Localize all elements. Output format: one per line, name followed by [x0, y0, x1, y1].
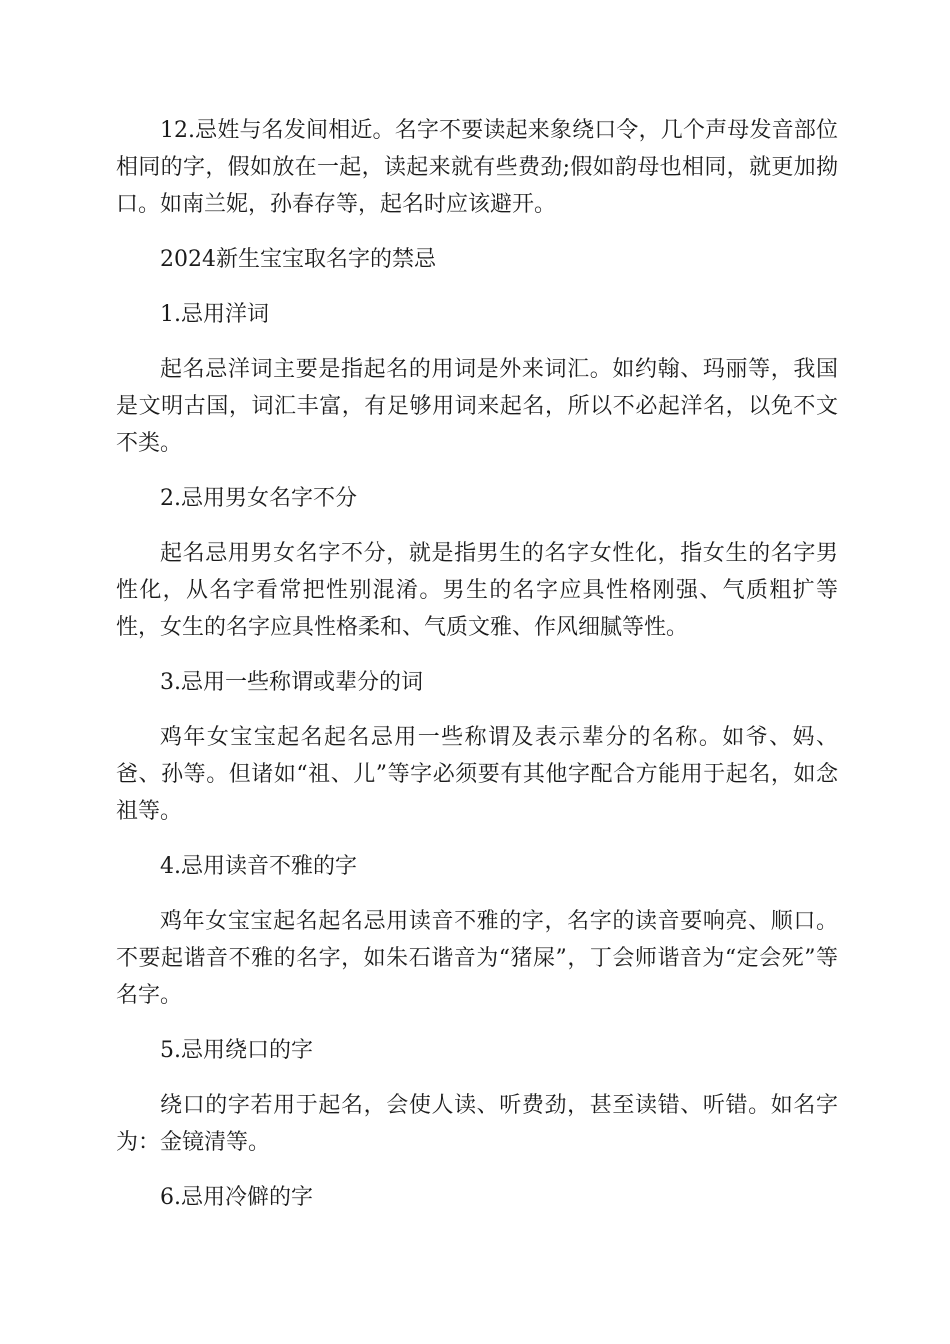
item-body-5: 绕口的字若用于起名，会使人读、听费劲，甚至读错、听错。如名字为：金镜清等。: [116, 1093, 838, 1155]
item-heading-1: 1.忌用洋词: [160, 302, 269, 327]
item-body-3: 鸡年女宝宝起名起名忌用一些称谓及表示辈分的名称。如爷、妈、爸、孙等。但诸如“祖、儿”等字必须要有其他字配合方能用于起名，如念祖等。: [116, 725, 838, 824]
item-heading-6: 6.忌用冷僻的字: [160, 1185, 313, 1210]
item-heading-2: 2.忌用男女名字不分: [160, 486, 357, 511]
section-heading: 2024新生宝宝取名字的禁忌: [160, 247, 436, 272]
item-heading-5: 5.忌用绕口的字: [160, 1038, 313, 1063]
item-heading-3: 3.忌用一些称谓或辈分的词: [160, 670, 423, 695]
item-heading-4: 4.忌用读音不雅的字: [160, 854, 357, 879]
item-body-4: 鸡年女宝宝起名起名忌用读音不雅的字，名字的读音要响亮、顺口。不要起谐音不雅的名字，如朱石谐音为“猪屎”，丁会师谐音为“定会死”等名字。: [116, 909, 838, 1008]
item-body-1: 起名忌洋词主要是指起名的用词是外来词汇。如约翰、玛丽等，我国是文明古国，词汇丰富，有足够用词来起名，所以不必起洋名，以免不文不类。: [116, 357, 838, 456]
item-body-2: 起名忌用男女名字不分，就是指男生的名字女性化，指女生的名字男性化，从名字看常把性别混淆。男生的名字应具性格刚强、气质粗扩等性，女生的名字应具性格柔和、气质文雅、作风细腻等性。: [116, 541, 838, 640]
document-body: [116, 112, 838, 1234]
paragraph-rule-12: 12.忌姓与名发间相近。名字不要读起来象绕口令，几个声母发音部位相同的字，假如放在一起，读起来就有些费劲;假如韵母也相同，就更加拗口。如南兰妮，孙春存等，起名时应该避开。: [116, 118, 838, 217]
